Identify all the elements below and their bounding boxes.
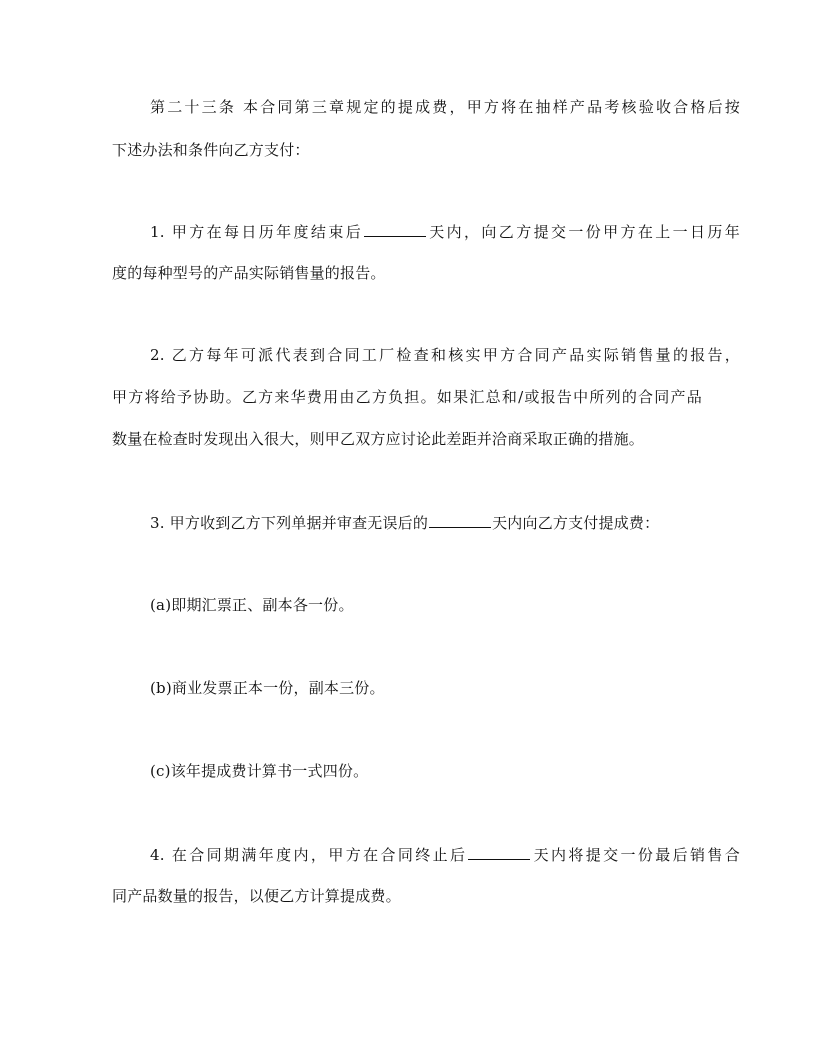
item-1-line-1: [112, 221, 740, 242]
item-1-text-after-blank: 天内，向乙方提交一份甲方在上一日历年: [427, 223, 740, 241]
item-4-blank: [468, 844, 530, 860]
item-2-text-3: 数量在检查时发现出入很大，则甲乙双方应讨论此差距并洽商采取正确的措施。: [112, 430, 645, 448]
sub-item-c: [112, 761, 740, 781]
item-2-text-2: 甲方将给予协助。乙方来华费用由乙方负担。如果汇总和/或报告中所列的合同产品: [112, 388, 702, 406]
article-23-line-1: [112, 97, 740, 117]
item-4-text-after-blank: 天内将提交一份最后销售合: [531, 846, 740, 864]
sub-item-c-text: (c)该年提成费计算书一式四份。: [150, 762, 369, 780]
item-1-line-2: [112, 263, 702, 283]
item-3-text-before-blank: 3. 甲方收到乙方下列单据并审查无误后的: [150, 514, 429, 532]
item-2-text-1: 2. 乙方每年可派代表到合同工厂检查和核实甲方合同产品实际销售量的报告，: [150, 346, 740, 364]
item-2-line-2: [112, 387, 702, 407]
article-23-line-2: [112, 140, 702, 160]
item-2-line-3: [112, 429, 702, 449]
item-2-line-1: [112, 345, 740, 365]
item-4-line-2: [112, 886, 702, 906]
item-4-line-1: [112, 844, 740, 865]
item-3-blank: [429, 512, 491, 528]
item-1-text-before-blank: 1. 甲方在每日历年度结束后: [150, 223, 364, 241]
article-23-text-2: 下述办法和条件向乙方支付：: [112, 141, 310, 159]
item-4-text-2: 同产品数量的报告，以便乙方计算提成费。: [112, 887, 401, 905]
article-23-text-1: 第二十三条 本合同第三章规定的提成费，甲方将在抽样产品考核验收合格后按: [150, 98, 740, 116]
item-1-text-2: 度的每种型号的产品实际销售量的报告。: [112, 264, 386, 282]
item-3-text-after-blank: 天内向乙方支付提成费：: [492, 514, 660, 532]
sub-item-b: [112, 678, 740, 698]
sub-item-a-text: (a)即期汇票正、副本各一份。: [150, 596, 354, 614]
sub-item-b-text: (b)商业发票正本一份，副本三份。: [150, 679, 385, 697]
sub-item-a: [112, 595, 740, 615]
item-3-line-1: [112, 512, 740, 533]
item-1-blank: [364, 221, 426, 237]
item-4-text-before-blank: 4. 在合同期满年度内，甲方在合同终止后: [150, 846, 468, 864]
